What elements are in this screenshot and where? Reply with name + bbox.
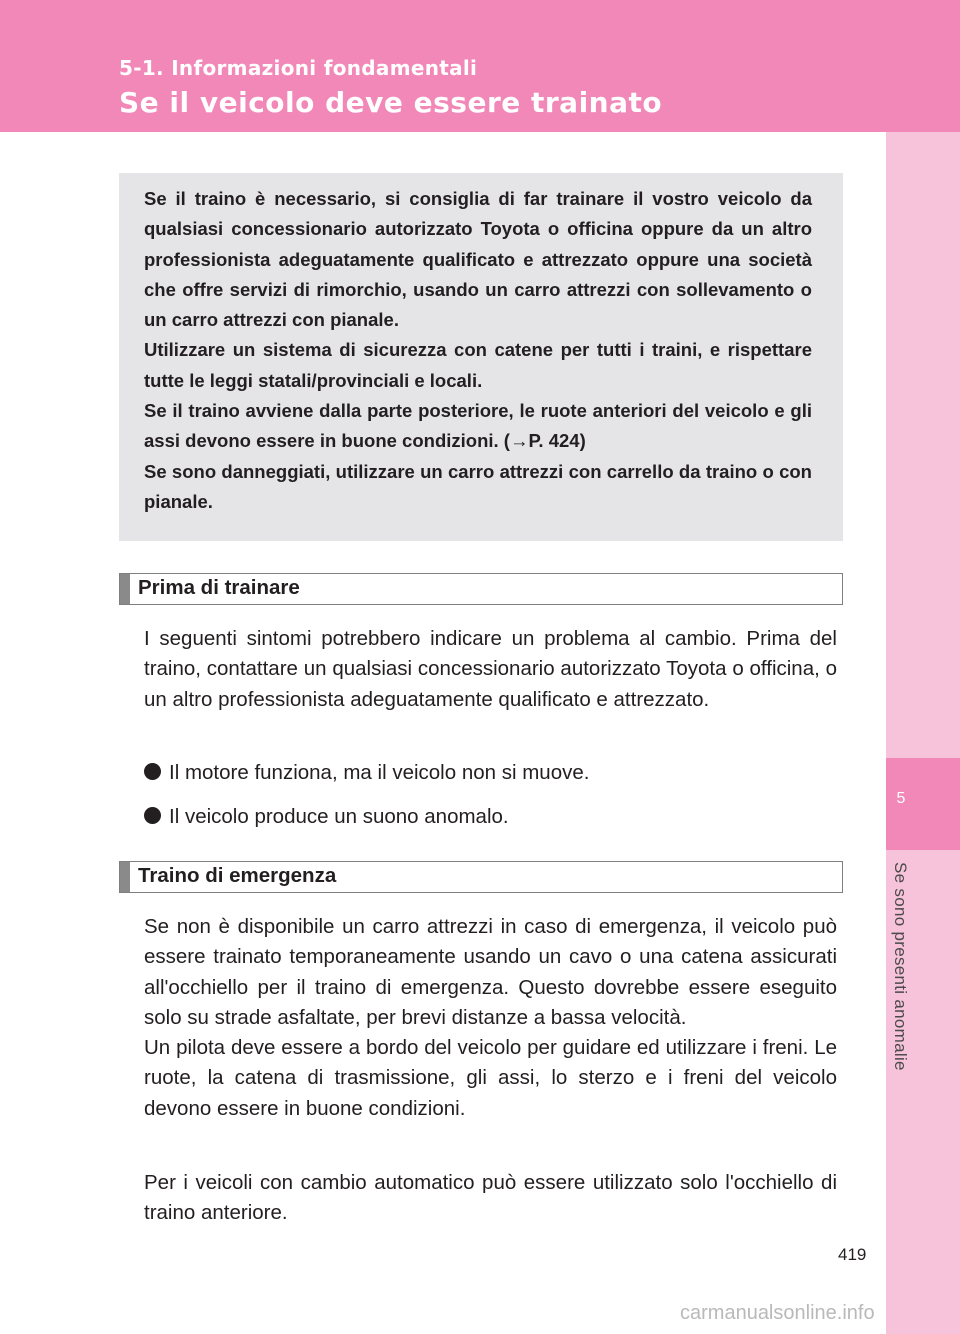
section2-paragraph-2: Un pilota deve essere a bordo del veicolo per guidare ed utilizzare i freni. Le ruote, la catena di trasmissione, gli assi, lo sterzo e i freni del veicolo devono essere in buone condizioni. bbox=[144, 1036, 837, 1120]
intro-paragraph: Se il traino è necessario, si consiglia di far trainare il vostro veicolo da qualsiasi concessionario autorizzato Toyota o officina oppure da un altro professionista adeguatamente qualificato e attrezzato oppure una società che offre servizi di rimorchio, usando un carro attrezzi con sollevamento o un carro attrezzi con pianale. bbox=[144, 188, 812, 331]
bullet-icon bbox=[144, 763, 161, 780]
section2-paragraph-1: Se non è disponibile un carro attrezzi in caso di emergenza, il veicolo può essere trainato temporaneamente usando un cavo o una catena assicurati all'occhiello per il traino di emergenza. Questo dovrebbe essere eseguito solo su strade asfaltate, per brevi distanze a bassa velocità. bbox=[144, 915, 837, 1029]
section2-paragraph-3: Per i veicoli con cambio automatico può essere utilizzato solo l'occhiello di traino anteriore. bbox=[144, 1171, 837, 1225]
intro-paragraph: Se sono danneggiati, utilizzare un carro attrezzi con carrello da traino o con pianale. bbox=[144, 460, 812, 512]
chapter-title: Se sono presenti anomalie bbox=[891, 862, 910, 1071]
bullet-text: Il veicolo produce un suono anomalo. bbox=[169, 805, 509, 828]
section-heading-label: Prima di trainare bbox=[138, 576, 300, 599]
list-item bbox=[144, 758, 837, 788]
section-heading-label: Traino di emergenza bbox=[138, 864, 337, 887]
page-header bbox=[0, 0, 960, 132]
page-title: Se il veicolo deve essere trainato bbox=[119, 86, 663, 119]
section-number: 5-1. Informazioni fondamentali bbox=[119, 56, 478, 80]
heading-bar bbox=[120, 574, 130, 604]
intro-paragraph: Se il traino avviene dalla parte posteriore, le ruote anteriori del veicolo e gli assi devono essere in buone condizioni. (→P. 424) bbox=[144, 400, 812, 452]
chapter-number: 5 bbox=[896, 790, 906, 807]
section-heading-prima-di-trainare bbox=[119, 573, 843, 605]
watermark: carmanualsonline.info bbox=[680, 1302, 875, 1324]
section2-paragraph bbox=[144, 912, 837, 1124]
section-heading-traino-di-emergenza bbox=[119, 861, 843, 893]
intro-box bbox=[119, 173, 843, 541]
list-item bbox=[144, 802, 837, 832]
bullet-text: Il motore funziona, ma il veicolo non si muove. bbox=[169, 761, 590, 784]
chapter-side-tab bbox=[886, 132, 960, 1334]
page-number: 419 bbox=[838, 1245, 867, 1264]
intro-paragraph: Utilizzare un sistema di sicurezza con catene per tutti i traini, e rispettare tutte le leggi statali/provinciali e locali. bbox=[144, 339, 812, 391]
section1-text: I seguenti sintomi potrebbero indicare un problema al cambio. Prima del traino, contattare un qualsiasi concessionario autorizzato Toyota o officina, o un altro professionista adeguatamente qualificato e attrezzato. bbox=[144, 627, 837, 711]
heading-bar bbox=[120, 862, 130, 892]
bullet-icon bbox=[144, 807, 161, 824]
